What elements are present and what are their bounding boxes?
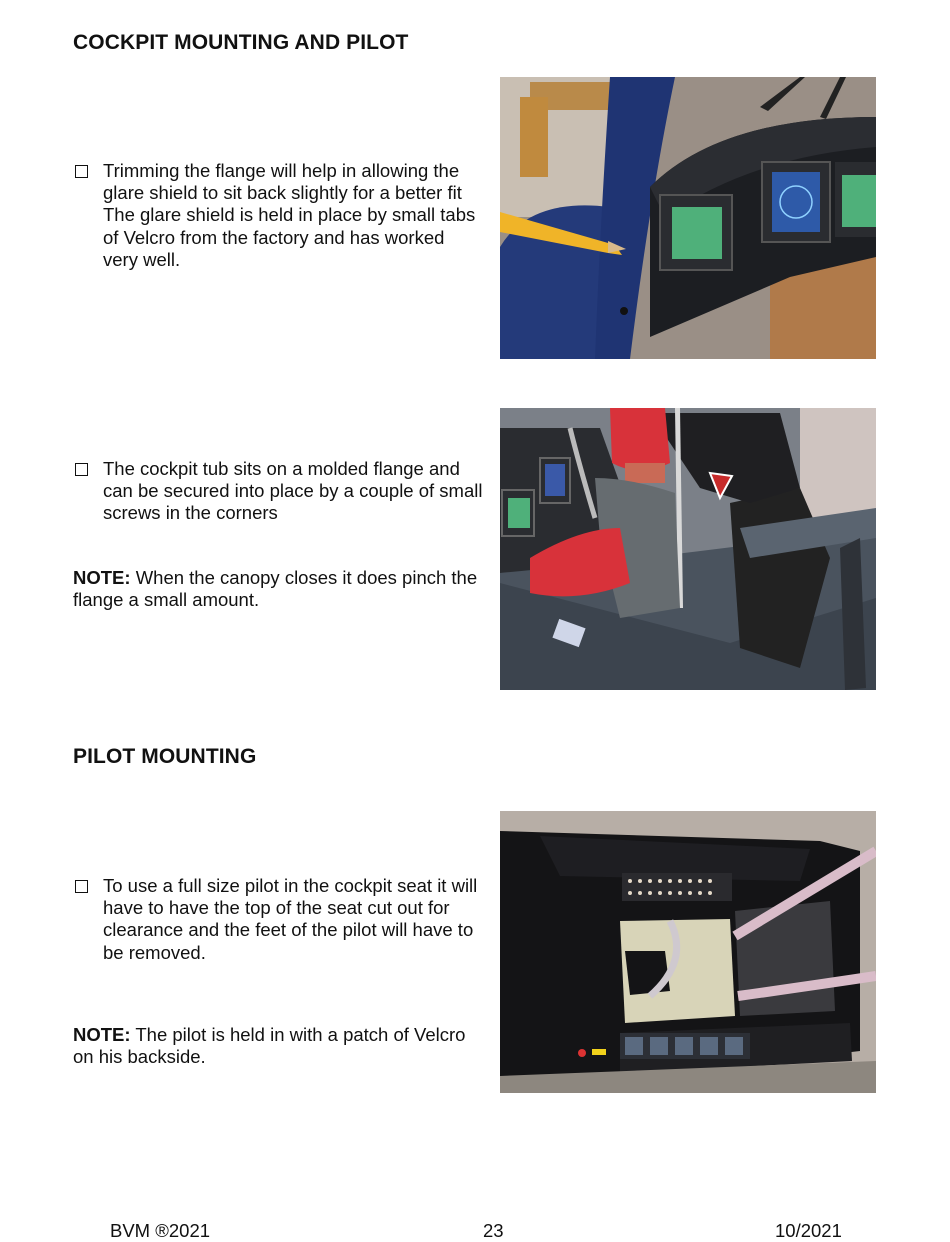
checklist-item-glare-shield [73,160,483,271]
checkbox-icon[interactable] [75,165,88,178]
page-title: COCKPIT MOUNTING AND PILOT [73,31,409,54]
footer-date: 10/2021 [775,1220,842,1241]
footer-copyright: BVM ®2021 [110,1220,211,1241]
checkbox-icon[interactable] [75,463,88,476]
note-canopy [73,567,483,611]
page-number: 23 [483,1220,504,1241]
checklist-item-text: The cockpit tub sits on a molded flange and can be secured into place by a couple of small screws in the corners [103,458,483,524]
note-text: The pilot is held in with a patch of Velcro on his backside. [73,1024,466,1068]
checklist-item-text: Trimming the flange will help in allowing the glare shield to sit back slightly for a better fit The glare shield is held in place by small tabs of Velcro from the factory and has worked very well. [103,160,476,270]
photo-cockpit-tub [500,408,876,690]
photo-pilot-seat [500,811,876,1093]
checklist-item-cockpit-tub [73,458,483,525]
checklist-item-pilot [73,875,483,964]
section-title-pilot-mounting: PILOT MOUNTING [73,745,257,768]
note-label: NOTE: [73,567,131,588]
checklist-item-text: To use a full size pilot in the cockpit seat it will have to have the top of the seat cut out for clearance and the feet of the pilot will have to be removed. [103,875,478,963]
note-label: NOTE: [73,1024,131,1045]
photo-glare-shield [500,77,876,359]
note-text: When the canopy closes it does pinch the flange a small amount. [73,567,478,611]
note-pilot [73,1024,483,1068]
checkbox-icon[interactable] [75,880,88,893]
